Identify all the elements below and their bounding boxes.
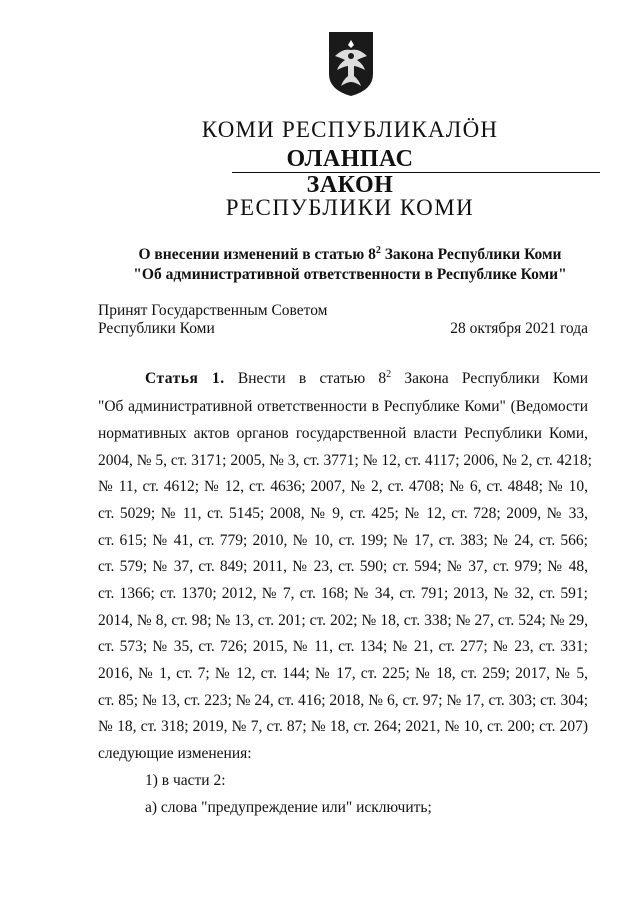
article-label: Статья 1.: [145, 370, 225, 387]
header-komi-name: КОМИ РЕСПУБЛИКАЛÖН: [201, 117, 499, 142]
article-line: ст. 5029; № 11, ст. 5145; 2008, № 9, ст. 425; № 12, ст. 728; 2009, № 33,: [98, 505, 588, 522]
law-title-line-1: О внесении изменений в статью $8^2$ Закона Республики Коми: [138, 245, 562, 263]
article-line: ст. 85; № 13, ст. 223; № 24, ст. 416; 2018, № 6, ст. 97; № 17, ст. 303; ст. 304;: [98, 692, 588, 709]
article-line: "Об административной ответственности в Республике Коми" (Ведомости: [98, 398, 588, 415]
article-line: № 18, ст. 318; 2019, № 7, ст. 87; № 18, ст. 264; 2021, № 10, ст. 200; ст. 207): [98, 718, 588, 735]
article-first-line: Статья 1. Внести в статью $8^2$ Закона Республики Коми: [145, 369, 588, 387]
article-line: 2004, № 5, ст. 3171; 2005, № 3, ст. 3771; № 12, ст. 4117; 2006, № 2, ст. 4218;: [98, 452, 592, 469]
header-olanpas: ОЛАНПАС: [286, 146, 414, 172]
adopted-by-line-1: Принят Государственным Советом: [98, 302, 328, 319]
article-line: 2014, № 8, ст. 98; № 13, ст. 201; ст. 202; № 18, ст. 338; № 27, ст. 524; № 29,: [98, 612, 588, 629]
article-line: 2016, № 1, ст. 7; № 12, ст. 144; № 17, ст. 225; № 18, ст. 259; 2017, № 5,: [98, 665, 588, 682]
list-item-1a: а) слова "предупреждение или" исключить;: [145, 799, 432, 816]
adoption-date: 28 октября 2021 года: [450, 320, 588, 337]
list-item-1: 1) в части 2:: [145, 772, 226, 789]
article-line: нормативных актов органов государственной власти Республики Коми,: [98, 425, 588, 442]
article-line: № 11, ст. 4612; № 12, ст. 4636; 2007, № 2, ст. 4708; № 6, ст. 4848; № 10,: [98, 478, 588, 495]
header-zakon: ЗАКОН: [306, 172, 394, 198]
adopted-by-line-2: Республики Коми: [98, 320, 215, 337]
article-line: ст. 615; № 41, ст. 779; 2010, № 10, ст. 199; № 17, ст. 383; № 24, ст. 566;: [98, 532, 588, 549]
article-line: ст. 573; № 35, ст. 726; 2015, № 11, ст. 134; № 21, ст. 277; № 23, ст. 331;: [98, 638, 588, 655]
article-line: следующие изменения:: [98, 745, 252, 762]
law-title-line-2: "Об административной ответственности в Республике Коми": [133, 266, 567, 283]
header-republic: РЕСПУБЛИКИ КОМИ: [225, 195, 475, 220]
article-line: ст. 1366; ст. 1370; 2012, № 7, ст. 168; № 34, ст. 791; 2013, № 32, ст. 591;: [98, 585, 588, 602]
article-line: ст. 579; № 37, ст. 849; 2011, № 23, ст. 590; ст. 594; № 37, ст. 979; № 48,: [98, 558, 588, 575]
komi-coat-of-arms-icon: [327, 30, 375, 98]
